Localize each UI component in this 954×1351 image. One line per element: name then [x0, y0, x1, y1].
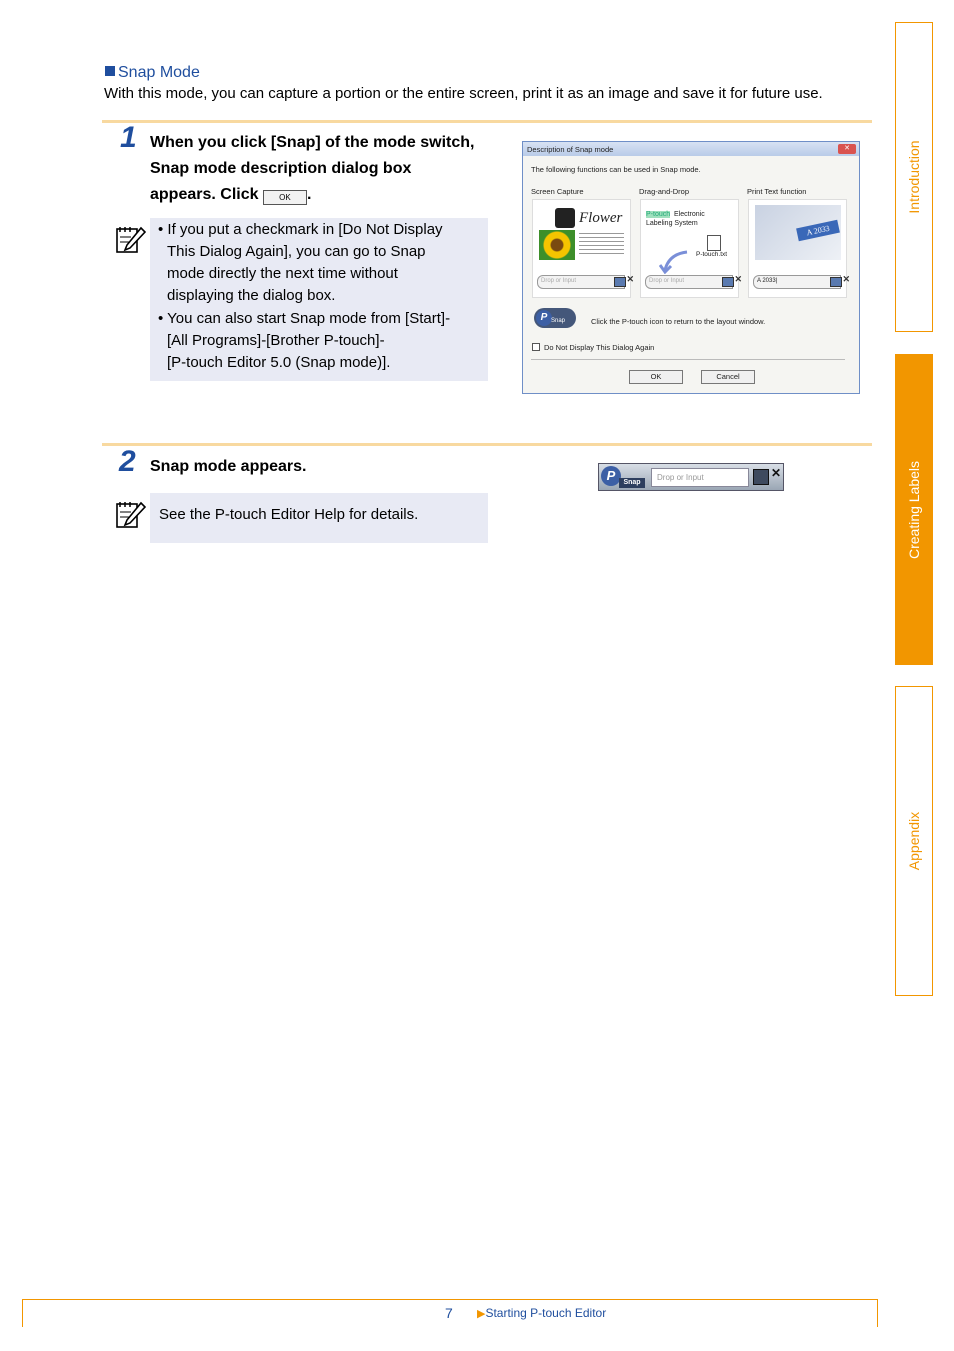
- close-icon: ✕: [842, 274, 850, 284]
- ok-button-image: OK: [263, 190, 307, 205]
- section-title: [105, 64, 200, 82]
- label-screen-capture: Screen Capture: [531, 187, 584, 196]
- note-box: [150, 218, 488, 381]
- snap-input-bar: A 2033| ✕: [753, 275, 841, 289]
- snap-tag: Snap: [551, 318, 566, 324]
- step-number: 1: [120, 121, 137, 154]
- page-number: 7: [445, 1305, 453, 1321]
- step2-text: Snap mode appears.: [150, 458, 307, 475]
- note-line: This Dialog Again], you can go to Snap: [167, 243, 426, 260]
- footer-line: [22, 1299, 877, 1300]
- tab-creating-labels[interactable]: [895, 354, 933, 665]
- step1-line1: When you click [Snap] of the mode switch,: [150, 134, 475, 151]
- snap-input-bar: Drop or Input ✕: [645, 275, 733, 289]
- footer-tick: [877, 1299, 878, 1327]
- footer-link-text: Starting P-touch Editor: [485, 1306, 607, 1320]
- file-name: P-touch.txt: [696, 251, 728, 258]
- tab-introduction[interactable]: [895, 22, 933, 332]
- snap-tag: Snap: [619, 478, 645, 488]
- text-file-icon: [707, 235, 721, 251]
- memo-icon: [114, 224, 146, 256]
- memo-icon: [114, 499, 146, 531]
- footer-tick: [22, 1299, 23, 1327]
- divider: [102, 443, 872, 446]
- labeling-system-text: Labeling System: [646, 220, 698, 227]
- snap-mode-bar: [598, 463, 784, 491]
- note-line: displaying the dialog box.: [167, 287, 336, 304]
- section-intro: With this mode, you can capture a portion or the entire screen, print it as an image and save it for future use.: [104, 85, 823, 102]
- note-line: [P-touch Editor 5.0 (Snap mode)].: [167, 354, 391, 371]
- step1-line3: appears. Click: [150, 186, 259, 203]
- ptouch-logo-icon: P: [536, 310, 552, 326]
- return-text: Click the P-touch icon to return to the layout window.: [591, 317, 766, 326]
- footer-link[interactable]: [477, 1306, 606, 1320]
- step-number: 2: [119, 445, 136, 478]
- checkbox-label: Do Not Display This Dialog Again: [544, 343, 655, 352]
- close-icon: ✕: [626, 274, 634, 284]
- print-text-panel: [748, 199, 850, 298]
- snap-input-bar: Drop or Input ✕: [537, 275, 625, 289]
- cancel-button[interactable]: Cancel: [701, 370, 755, 384]
- step1-text: [150, 130, 510, 208]
- snap-print-icon: [830, 277, 842, 287]
- ptouch-highlight: P-touch: [646, 211, 671, 218]
- tab-appendix[interactable]: [895, 686, 933, 996]
- arrow-icon: [659, 250, 689, 274]
- triangle-right-icon: ▶: [477, 1308, 486, 1320]
- ptouch-icon: [534, 308, 576, 328]
- dialog-titlebar: [523, 142, 859, 156]
- flower-text: Flower: [579, 210, 623, 226]
- note-text: See the P-touch Editor Help for details.: [159, 506, 419, 523]
- close-icon[interactable]: ✕: [838, 144, 856, 154]
- tab-introduction-label: Introduction: [906, 140, 922, 214]
- note-line: mode directly the next time without: [167, 265, 398, 282]
- note-bullet-2: • You can also start Snap mode from [Start]-: [158, 310, 451, 327]
- close-icon: ✕: [734, 274, 742, 284]
- drop-or-input-field: Drop or Input: [651, 468, 749, 487]
- ok-button[interactable]: OK: [629, 370, 683, 384]
- ptouch-logo-icon: P: [601, 466, 621, 486]
- dialog-title: Description of Snap mode: [527, 145, 614, 154]
- electronic-text: Electronic: [674, 211, 705, 218]
- note-bullet-1: • If you put a checkmark in [Do Not Display: [158, 221, 443, 238]
- sunflower-image: [539, 230, 575, 260]
- label-drag-and-drop: Drag-and-Drop: [639, 187, 690, 196]
- screen-capture-panel: [532, 199, 634, 298]
- snap-description-dialog: [522, 141, 860, 394]
- note-line: [All Programs]-[Brother P-touch]-: [167, 332, 385, 349]
- section-title-text: Snap Mode: [118, 64, 200, 81]
- snap-capture-icon: [614, 277, 626, 287]
- gear-icon: [555, 208, 575, 228]
- step1-period: .: [306, 186, 312, 203]
- capture-icon: [753, 469, 769, 485]
- close-icon: ✕: [771, 466, 782, 480]
- step1-line2: Snap mode description dialog box: [150, 160, 412, 177]
- divider: [102, 120, 872, 123]
- dialog-intro: The following functions can be used in Snap mode.: [531, 165, 701, 174]
- label-print-text: Print Text function: [747, 187, 807, 196]
- dialog-separator: [531, 359, 845, 360]
- square-bullet-icon: [105, 66, 115, 76]
- note-box: [150, 493, 488, 543]
- text-block: [579, 233, 624, 257]
- snap-capture-icon: [722, 277, 734, 287]
- tab-appendix-label: Appendix: [906, 811, 922, 871]
- label-tape: A 2033: [796, 220, 840, 241]
- drag-and-drop-panel: [640, 199, 742, 298]
- tab-creating-labels-label: Creating Labels: [906, 460, 922, 559]
- do-not-display-checkbox[interactable]: [532, 343, 540, 351]
